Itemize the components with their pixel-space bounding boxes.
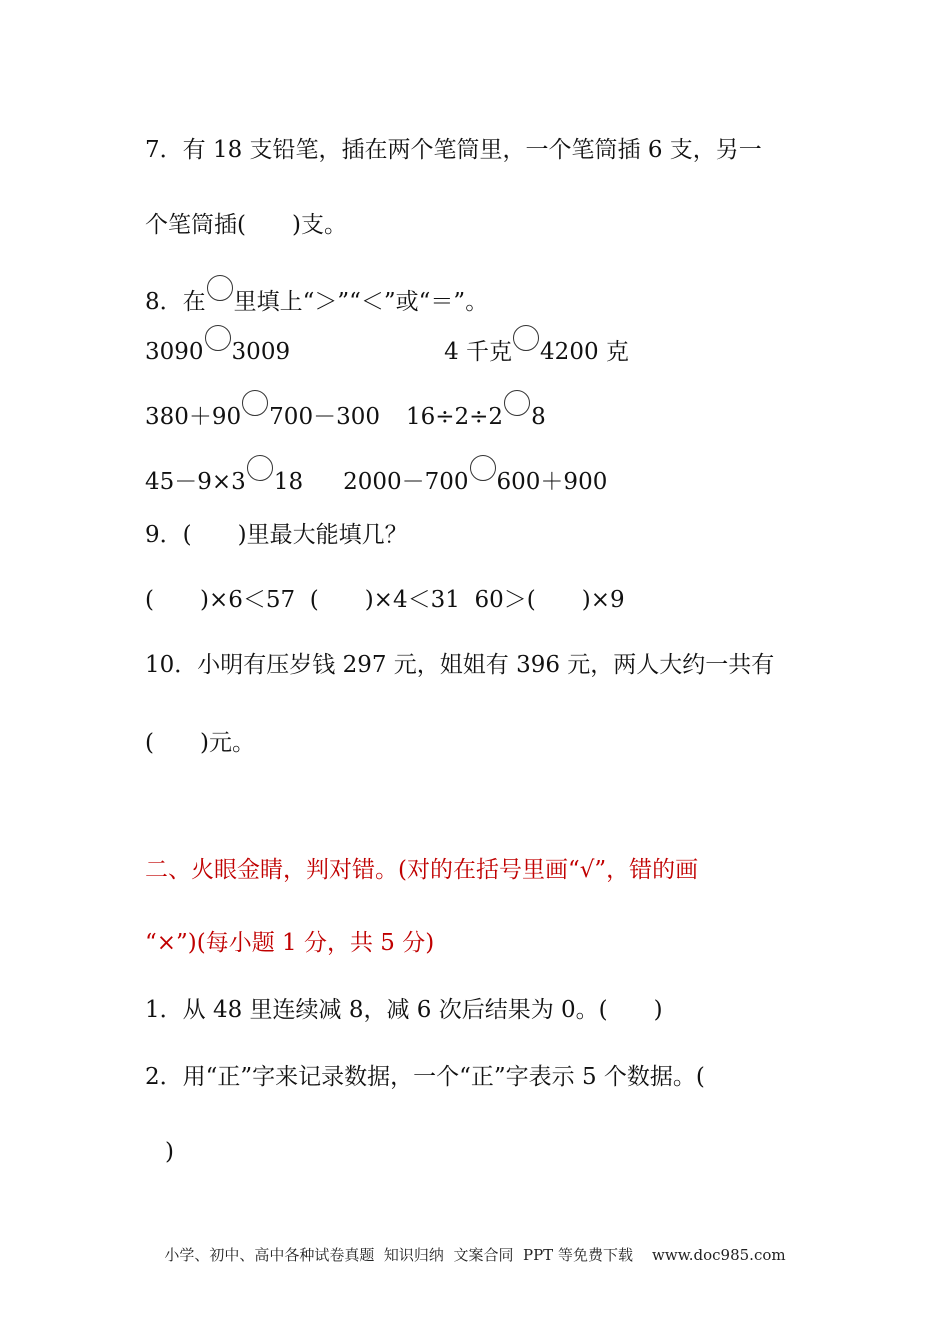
answer-circle[interactable] <box>247 455 273 481</box>
question-8-title: 8．在 里填上“＞”“＜”或“＝”。 <box>145 275 488 317</box>
compare-row-3: 45－9×3 18 2000－700 600＋900 <box>145 455 607 497</box>
answer-circle[interactable] <box>207 275 233 301</box>
question-7-line1: 7．有 18 支铅笔，插在两个笔筒里，一个笔筒插 6 支，另一 <box>145 137 762 163</box>
answer-circle[interactable] <box>513 325 539 351</box>
question-10-line1: 10．小明有压岁钱 297 元，姐姐有 396 元，两人大约一共有 <box>145 652 775 678</box>
answer-circle[interactable] <box>504 390 530 416</box>
section-2-heading-line1: 二、火眼金睛，判对错。(对的在括号里画“√”，错的画 <box>145 857 699 883</box>
compare-row-2: 380＋90 700－300 16÷2÷2 8 <box>145 390 546 432</box>
question-9-items: ( )×6＜57 ( )×4＜31 60＞( )×9 <box>145 587 625 613</box>
page-footer: 小学、初中、高中各种试卷真题 知识归纳 文案合同 PPT 等免费下载 www.doc985.com <box>164 1246 786 1264</box>
section-2-heading-line2: “×”)(每小题 1 分，共 5 分) <box>145 930 435 956</box>
judge-item-2-line1: 2．用“正”字来记录数据，一个“正”字表示 5 个数据。( <box>145 1064 705 1090</box>
question-7-line2: 个笔筒插( )支。 <box>145 212 347 238</box>
question-10-line2: ( )元。 <box>145 730 255 756</box>
judge-item-1: 1．从 48 里连续减 8，减 6 次后结果为 0。( ) <box>145 997 663 1023</box>
answer-circle[interactable] <box>470 455 496 481</box>
answer-circle[interactable] <box>205 325 231 351</box>
compare-row-1: 3090 3009 4 千克 4200 克 <box>145 325 629 367</box>
question-9-title: 9．( )里最大能填几？ <box>145 522 408 548</box>
judge-item-2-line2: ) <box>165 1139 174 1165</box>
answer-circle[interactable] <box>242 390 268 416</box>
